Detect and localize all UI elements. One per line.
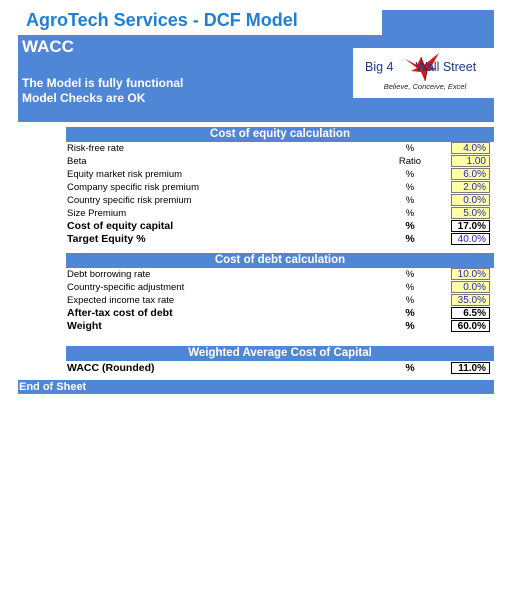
- row-label: Size Premium: [67, 208, 127, 219]
- equity-market-risk-premium-input[interactable]: 6.0%: [451, 168, 490, 180]
- row-unit: Ratio: [398, 156, 422, 167]
- title-row: [18, 0, 382, 35]
- row-unit: %: [405, 233, 415, 245]
- table-row: [66, 268, 494, 281]
- logo-text: [365, 60, 476, 74]
- row-label: Expected income tax rate: [67, 295, 175, 306]
- model-status: The Model is fully functional: [22, 76, 184, 90]
- sheet-header: [18, 35, 494, 122]
- cost-of-equity-cell[interactable]: 17.0%: [451, 220, 490, 232]
- row-label: Equity market risk premium: [67, 169, 183, 180]
- row-unit: %: [405, 208, 415, 219]
- row-label: Cost of equity capital: [67, 220, 174, 232]
- size-premium-input[interactable]: 5.0%: [451, 207, 490, 219]
- row-unit: %: [405, 320, 415, 332]
- table-row: [66, 181, 494, 194]
- row-unit: %: [405, 182, 415, 193]
- row-unit: %: [405, 143, 415, 154]
- debt-borrowing-rate-input[interactable]: 10.0%: [451, 268, 490, 280]
- target-equity-cell[interactable]: 40.0%: [451, 233, 490, 245]
- logo-left-text: Big 4: [365, 60, 394, 74]
- row-unit: %: [405, 362, 415, 374]
- row-unit: %: [405, 282, 415, 293]
- row-unit: %: [405, 269, 415, 280]
- row-label: Debt borrowing rate: [67, 269, 151, 280]
- model-checks-status: Model Checks are OK: [22, 91, 146, 105]
- row-unit: %: [405, 307, 415, 319]
- wacc-cell[interactable]: 11.0%: [451, 362, 490, 374]
- table-row: [66, 294, 494, 307]
- income-tax-rate-input[interactable]: 35.0%: [451, 294, 490, 306]
- table-row: [66, 281, 494, 294]
- country-risk-premium-input[interactable]: 0.0%: [451, 194, 490, 206]
- table-row: [66, 233, 494, 246]
- title-bar-fill: [382, 10, 494, 35]
- table-row: [66, 320, 494, 333]
- company-logo: [353, 48, 497, 98]
- row-label: Risk-free rate: [67, 143, 125, 154]
- row-label: Weight: [67, 320, 102, 332]
- row-label: Target Equity %: [67, 233, 146, 245]
- equity-section-header: Cost of equity calculation: [66, 127, 494, 142]
- debt-section-header: Cost of debt calculation: [66, 253, 494, 268]
- risk-free-rate-input[interactable]: 4.0%: [451, 142, 490, 154]
- row-unit: %: [405, 220, 415, 232]
- app-title: AgroTech Services - DCF Model: [26, 10, 298, 30]
- row-label: Beta: [67, 156, 87, 167]
- after-tax-cost-of-debt-cell[interactable]: 6.5%: [451, 307, 490, 319]
- table-row: [66, 207, 494, 220]
- logo-tagline: Believe, Conceive, Excel: [383, 82, 467, 91]
- row-label: Country specific risk premium: [67, 195, 192, 206]
- wacc-section-header: Weighted Average Cost of Capital: [66, 346, 494, 361]
- table-row: [66, 220, 494, 233]
- sheet-title: WACC: [22, 37, 74, 56]
- company-risk-premium-input[interactable]: 2.0%: [451, 181, 490, 193]
- table-row: [66, 362, 494, 375]
- row-label: WACC (Rounded): [67, 362, 155, 374]
- row-label: Country-specific adjustment: [67, 282, 185, 293]
- row-unit: %: [405, 195, 415, 206]
- table-row: [66, 194, 494, 207]
- table-row: [66, 155, 494, 168]
- end-of-sheet-bar: End of Sheet: [18, 380, 494, 394]
- country-adjustment-input[interactable]: 0.0%: [451, 281, 490, 293]
- row-label: Company specific risk premium: [67, 182, 199, 193]
- table-row: [66, 142, 494, 155]
- row-unit: %: [405, 295, 415, 306]
- row-unit: %: [405, 169, 415, 180]
- row-label: After-tax cost of debt: [67, 307, 173, 319]
- debt-weight-cell[interactable]: 60.0%: [451, 320, 490, 332]
- table-row: [66, 168, 494, 181]
- beta-input[interactable]: 1.00: [451, 155, 490, 167]
- logo-right-text: Wall Street: [415, 60, 477, 74]
- table-row: [66, 307, 494, 320]
